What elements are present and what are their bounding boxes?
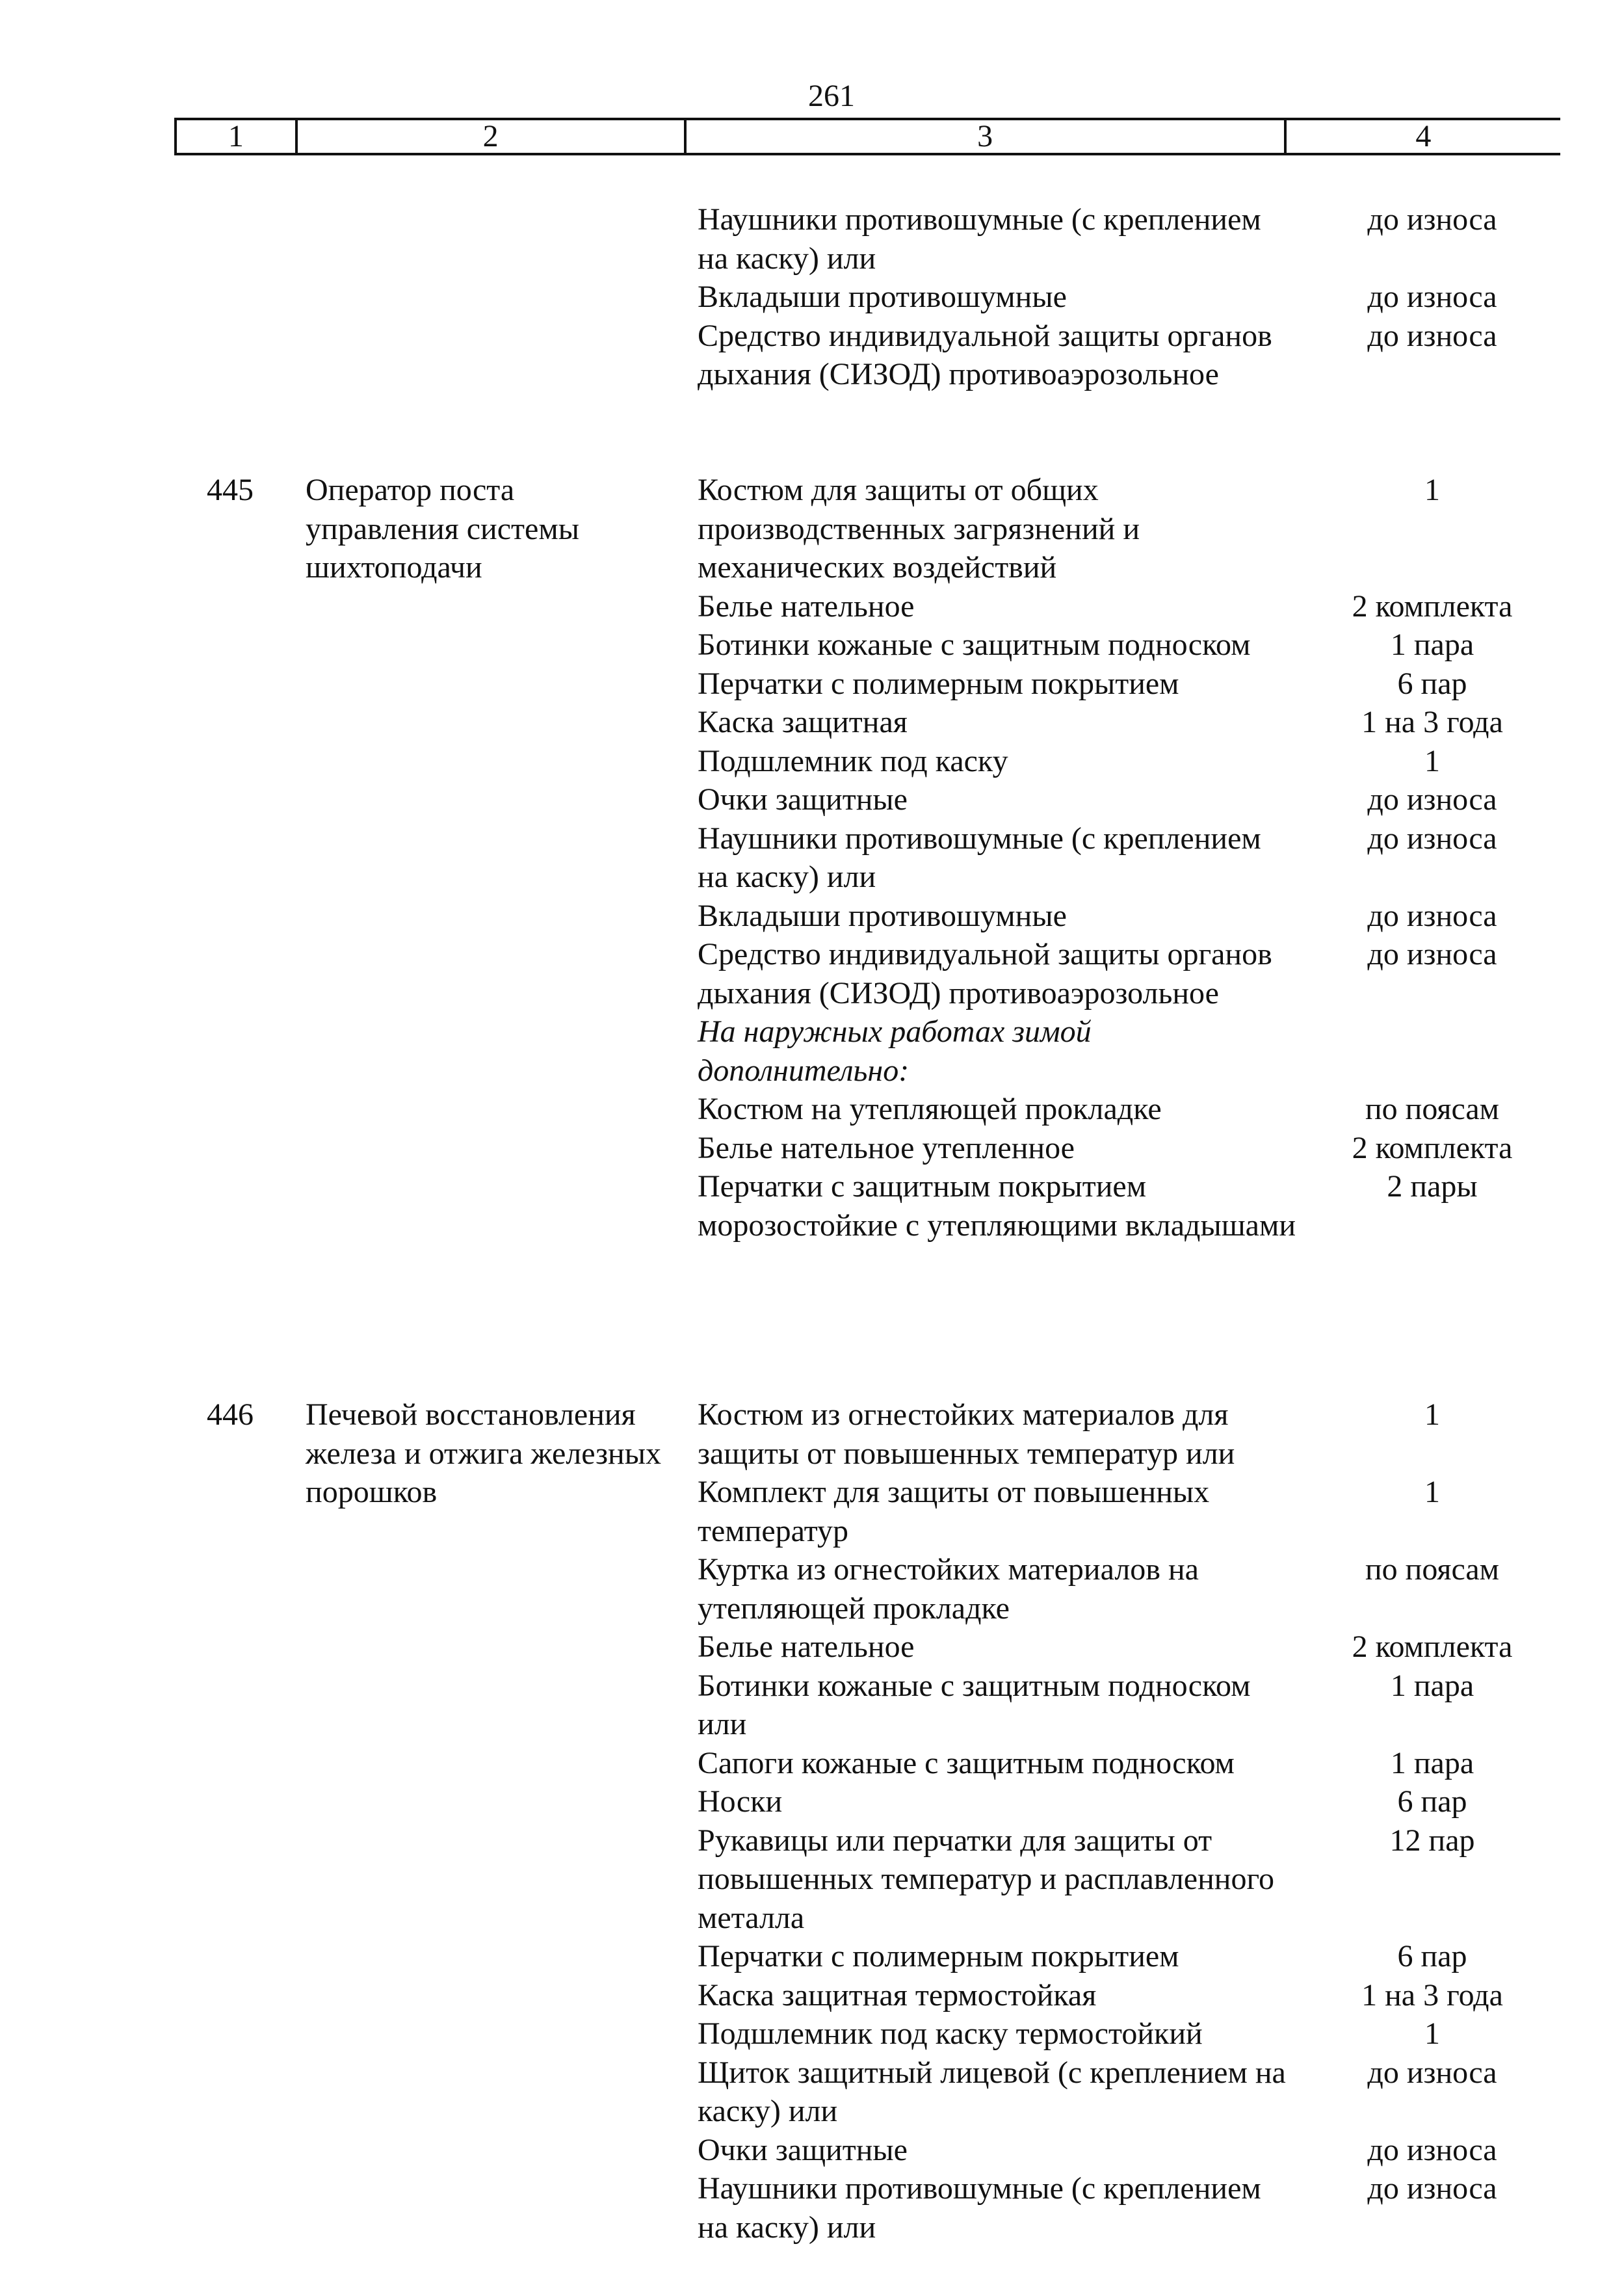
item-name: Костюм для защиты от общих производственных загрязнений и механических воздействий bbox=[698, 473, 1140, 585]
table-header bbox=[174, 118, 1560, 155]
item-name: Вкладыши противошумные bbox=[698, 898, 1067, 933]
item-qty: до износа bbox=[1367, 898, 1497, 933]
list-item bbox=[698, 780, 1614, 819]
list-item bbox=[698, 1550, 1614, 1628]
item-qty: до износа bbox=[1367, 937, 1497, 971]
item-name: Каска защитная bbox=[698, 705, 908, 739]
item-name: Наушники противошумные (с креплением на каску) или bbox=[698, 202, 1261, 276]
item-qty: 1 bbox=[1424, 1475, 1440, 1509]
item-qty: 1 bbox=[1424, 473, 1440, 507]
item-name: Белье нательное bbox=[698, 1630, 915, 1664]
item-name: Каска защитная термостойкая bbox=[698, 1977, 1097, 2012]
item-qty: 1 пара bbox=[1390, 1745, 1474, 1780]
list-item bbox=[698, 1937, 1614, 1976]
item-qty: до износа bbox=[1367, 2055, 1497, 2090]
item-qty: до износа bbox=[1367, 2132, 1497, 2167]
item-name: Костюм из огнестойких материалов для защиты от повышенных температур или bbox=[698, 1397, 1235, 1471]
list-item bbox=[698, 1628, 1614, 1667]
item-qty: по поясам bbox=[1365, 1552, 1500, 1587]
list-item bbox=[698, 2053, 1614, 2131]
list-item bbox=[698, 1129, 1614, 1168]
item-name: Щиток защитный лицевой (с креплением на каску) или bbox=[698, 2055, 1286, 2128]
item-qty: 1 bbox=[1424, 1397, 1440, 1432]
list-item bbox=[698, 1976, 1614, 2015]
list-item bbox=[698, 317, 1614, 394]
header-col-2: 2 bbox=[298, 120, 687, 153]
item-name: Подшлемник под каску bbox=[698, 743, 1008, 778]
list-item bbox=[698, 2169, 1614, 2247]
item-name: Носки bbox=[698, 1784, 783, 1819]
item-qty: 2 пары bbox=[1387, 1169, 1478, 1204]
list-item bbox=[698, 1167, 1614, 1245]
entry-number: 445 bbox=[207, 473, 254, 507]
item-qty: 6 пар bbox=[1397, 1784, 1467, 1819]
list-item bbox=[698, 703, 1614, 742]
item-name: Костюм на утепляющей прокладке bbox=[698, 1092, 1162, 1126]
item-qty: до износа bbox=[1367, 782, 1497, 817]
item-name: Куртка из огнестойких материалов на утепляющей прокладке bbox=[698, 1552, 1199, 1626]
item-name: Очки защитные bbox=[698, 2132, 908, 2167]
page-number: 261 bbox=[808, 79, 855, 113]
item-qty: 2 комплекта bbox=[1352, 588, 1513, 624]
item-qty: 1 пара bbox=[1390, 1668, 1474, 1703]
item-qty: 6 пар bbox=[1397, 666, 1467, 701]
item-qty: 12 пар bbox=[1389, 1823, 1475, 1858]
profession-name: Печевой восстановления железа и отжига железных порошков bbox=[306, 1397, 661, 1509]
list-item bbox=[698, 935, 1614, 1012]
item-qty: 1 пара bbox=[1390, 627, 1474, 662]
list-item bbox=[698, 278, 1614, 317]
item-qty: 6 пар bbox=[1397, 1939, 1467, 1973]
item-qty: 2 комплекта bbox=[1352, 1130, 1513, 1165]
list-item bbox=[698, 1744, 1614, 1783]
entry-items bbox=[698, 1395, 1614, 2247]
item-name: Средство индивидуальной защиты органов дыхания (СИЗОД) противоаэрозольное bbox=[698, 937, 1272, 1010]
entry-items bbox=[698, 200, 1614, 394]
item-qty: до износа bbox=[1367, 821, 1497, 856]
list-item-note bbox=[698, 1012, 1614, 1090]
item-name: Очки защитные bbox=[698, 782, 908, 817]
item-name: Перчатки с защитным покрытием морозостойкие с утепляющими вкладышами bbox=[698, 1169, 1296, 1243]
item-name: Перчатки с полимерным покрытием bbox=[698, 666, 1179, 701]
list-item bbox=[698, 471, 1614, 587]
list-item bbox=[698, 1473, 1614, 1550]
item-name: Белье нательное утепленное bbox=[698, 1130, 1075, 1165]
item-qty: 1 на 3 года bbox=[1361, 1977, 1503, 2012]
item-qty: 1 bbox=[1424, 2016, 1440, 2051]
header-col-4: 4 bbox=[1415, 119, 1432, 153]
profession-name: Оператор поста управления системы шихтоподачи bbox=[306, 473, 579, 585]
list-item bbox=[698, 1782, 1614, 1821]
item-name: Средство индивидуальной защиты органов дыхания (СИЗОД) противоаэрозольное bbox=[698, 318, 1272, 391]
item-qty: до износа bbox=[1367, 2171, 1497, 2206]
list-item bbox=[698, 742, 1614, 781]
list-item bbox=[698, 1395, 1614, 1473]
item-qty: до износа bbox=[1367, 318, 1497, 353]
list-item bbox=[698, 897, 1614, 936]
list-item bbox=[698, 587, 1614, 626]
list-item bbox=[698, 819, 1614, 897]
item-name: Ботинки кожаные с защитным подноском или bbox=[698, 1668, 1251, 1741]
item-qty: по поясам bbox=[1365, 1092, 1500, 1126]
item-name: Ботинки кожаные с защитным подноском bbox=[698, 627, 1251, 662]
item-qty: до износа bbox=[1367, 280, 1497, 314]
entry-number: 446 bbox=[207, 1397, 254, 1432]
item-name: Рукавицы или перчатки для защиты от повышенных температур и расплавленного металла bbox=[698, 1823, 1274, 1935]
item-name: Комплект для защиты от повышенных температур bbox=[698, 1475, 1210, 1548]
item-name: Белье нательное bbox=[698, 588, 915, 624]
item-name: Перчатки с полимерным покрытием bbox=[698, 1939, 1179, 1973]
item-qty: 1 на 3 года bbox=[1361, 705, 1503, 739]
entry-items bbox=[698, 471, 1614, 1245]
item-note-text: На наружных работах зимой дополнительно: bbox=[698, 1014, 1092, 1088]
header-col-3: 3 bbox=[687, 120, 1287, 153]
item-name: Наушники противошумные (с креплением на каску) или bbox=[698, 2171, 1261, 2245]
header-col-1: 1 bbox=[177, 120, 298, 153]
list-item bbox=[698, 2014, 1614, 2053]
item-name: Подшлемник под каску термостойкий bbox=[698, 2016, 1203, 2051]
list-item bbox=[698, 1090, 1614, 1129]
item-qty: до износа bbox=[1367, 202, 1497, 237]
list-item bbox=[698, 1821, 1614, 1938]
item-name: Наушники противошумные (с креплением на каску) или bbox=[698, 821, 1261, 894]
list-item bbox=[698, 2131, 1614, 2170]
item-name: Сапоги кожаные с защитным подноском bbox=[698, 1745, 1235, 1780]
list-item bbox=[698, 200, 1614, 278]
item-qty: 2 комплекта bbox=[1352, 1630, 1513, 1664]
item-name: Вкладыши противошумные bbox=[698, 280, 1067, 314]
list-item bbox=[698, 626, 1614, 665]
item-qty: 1 bbox=[1424, 743, 1440, 778]
list-item bbox=[698, 665, 1614, 704]
list-item bbox=[698, 1667, 1614, 1744]
